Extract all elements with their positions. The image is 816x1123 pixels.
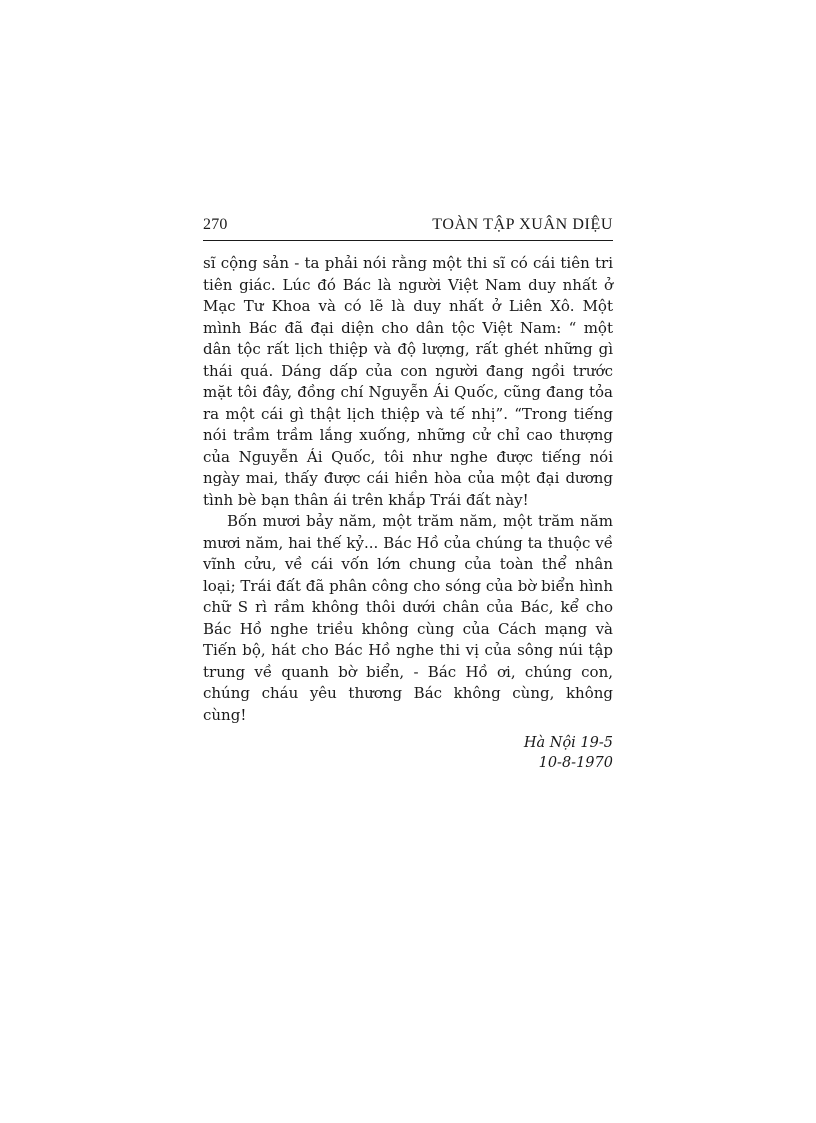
paragraph: Bốn mươi bảy năm, một trăm năm, một trăm năm mươi năm, hai thế kỷ... Bác Hồ của chúng ta thuộc về vĩnh cửu, về cái vốn lớn chung của toàn thể nhân loại; Trái đất đã phân công cho sóng của bờ biển hình chữ S rì rầm không thôi dưới chân của Bác, kể cho Bác Hồ nghe triều không cùng của Cách mạng và Tiến bộ, hát cho Bác Hồ nghe thi vị của sông núi tập trung về quanh bờ biển, - Bác Hồ ơi, chúng con, chúng cháu yêu thương Bác không cùng, không cùng! — [203, 512, 613, 724]
book-title: TOÀN TẬP XUÂN DIỆU — [432, 216, 613, 233]
paragraph-continued: sĩ cộng sản - ta phải nói rằng một thi sĩ có cái tiên tri tiên giác. Lúc đó Bác là người Việt Nam duy nhất ở Mạc Tư Khoa và có lẽ là duy nhất ở Liên Xô. Một mình Bác đã đại diện cho dân tộc Việt Nam: “ một dân tộc rất lịch thiệp và độ lượng, rất ghét những gì thái quá. Dáng dấp của con người đang ngồi trước mặt tôi đây, đồng chí Nguyễn Ái Quốc, cũng đang tỏa ra một cái gì thật lịch thiệp và tế nhị”. “Trong tiếng nói trầm trầm lắng xuống, những cử chỉ cao thượng của Nguyễn Ái Quốc, tôi như nghe được tiếng nói ngày mai, thấy được cái hiền hòa của một đại dương tình bè bạn thân ái trên khắp Trái đất này! — [203, 254, 613, 509]
signature-block — [203, 733, 613, 773]
signature-date: 10-8-1970 — [538, 755, 613, 771]
signature-place-date: Hà Nội 19-5 — [523, 735, 613, 751]
running-header — [203, 216, 613, 241]
page-number: 270 — [203, 216, 228, 233]
body-text — [203, 253, 613, 726]
book-page — [203, 216, 613, 773]
